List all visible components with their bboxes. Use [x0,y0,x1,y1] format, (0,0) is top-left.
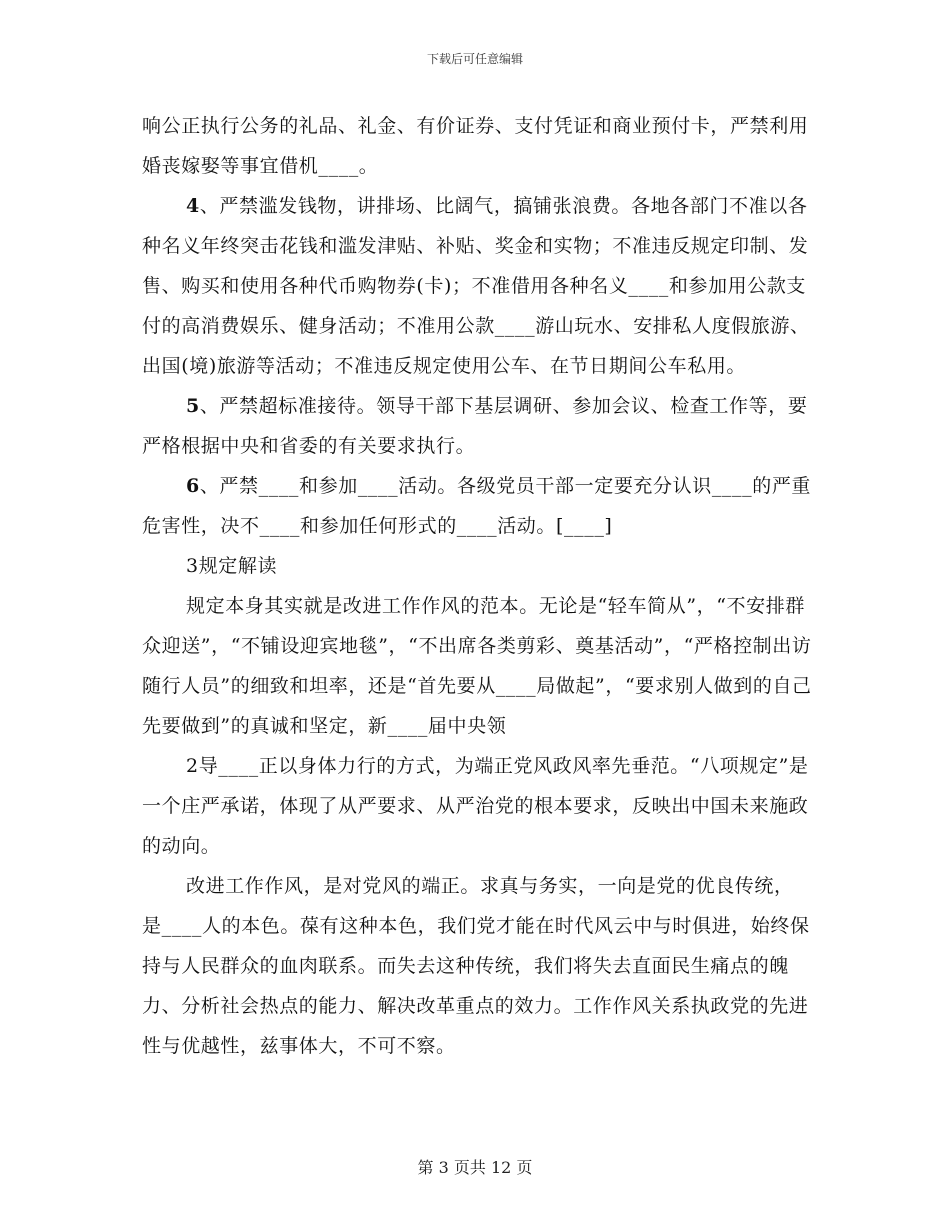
paragraph-text: 2导____正以身体力行的方式，为端正党风政风率先垂范。“八项规定”是一个庄严承诺，体现了从严要求、从严治党的根本要求，反映出中国未来施政的动向。 [142,755,809,857]
paragraph-text: 改进工作作风，是对党风的端正。求真与务实，一向是党的优良传统，是____人的本色。葆有这种本色，我们党才能在时代风云中与时俱进，始终保持与人民群众的血肉联系。而失去这种传统，我们将失去直面民生痛点的魄力、分析社会热点的能力、解决改革重点的效力。工作作风关系执政党的先进性与优越性，兹事体大，不可不察。 [142,875,810,1057]
paragraph-text: 响公正执行公务的礼品、礼金、有价证券、支付凭证和商业预付卡，严禁利用婚丧嫁娶等事宜借机____。 [142,115,809,177]
item-number: 6 [186,475,200,497]
paragraph-6 [142,746,812,866]
paragraph-text: 、严禁超标准接待。领导干部下基层调研、参加会议、检查工作等，要严格根据中央和省委的有关要求执行。 [142,395,808,457]
item-number: 4 [186,195,200,217]
paragraph-7 [142,866,812,1066]
section-heading [142,546,812,586]
item-number: 5 [186,395,200,417]
paragraph-text: 、严禁滥发钱物，讲排场、比阔气，搞铺张浪费。各地各部门不准以各种名义年终突击花钱和滥发津贴、补贴、奖金和实物；不准违反规定印制、发售、购买和使用各种代币购物券(卡)；不准借用各种名义____和参加用公款支付的高消费娱乐、健身活动；不准用公款____游山玩水、安排私人度假旅游、出国(境)旅游等活动；不准违反规定使用公车、在节日期间公车私用。 [142,195,810,377]
paragraph-2 [142,186,812,386]
paragraph-1 [142,106,812,186]
paragraph-text: 3规定解读 [186,555,278,577]
page-header: 下载后可任意编辑 [426,52,523,66]
paragraph-3 [142,386,812,466]
paragraph-text: 规定本身其实就是改进工作作风的范本。无论是“轻车简从”，“不安排群众迎送”，“不铺设迎宾地毯”，“不出席各类剪彩、奠基活动”，“严格控制出访随行人员”的细致和坦率，还是“首先要从____局做起”，“要求别人做到的自己先要做到”的真诚和坚定，新____届中央领 [142,595,812,737]
paragraph-5 [142,586,812,746]
document-body [142,106,812,1066]
page-footer: 第 3 页共 12 页 [417,1158,533,1177]
paragraph-4 [142,466,812,546]
paragraph-text: 、严禁____和参加____活动。各级党员干部一定要充分认识____的严重危害性，决不____和参加任何形式的____活动。[____] [142,475,812,537]
